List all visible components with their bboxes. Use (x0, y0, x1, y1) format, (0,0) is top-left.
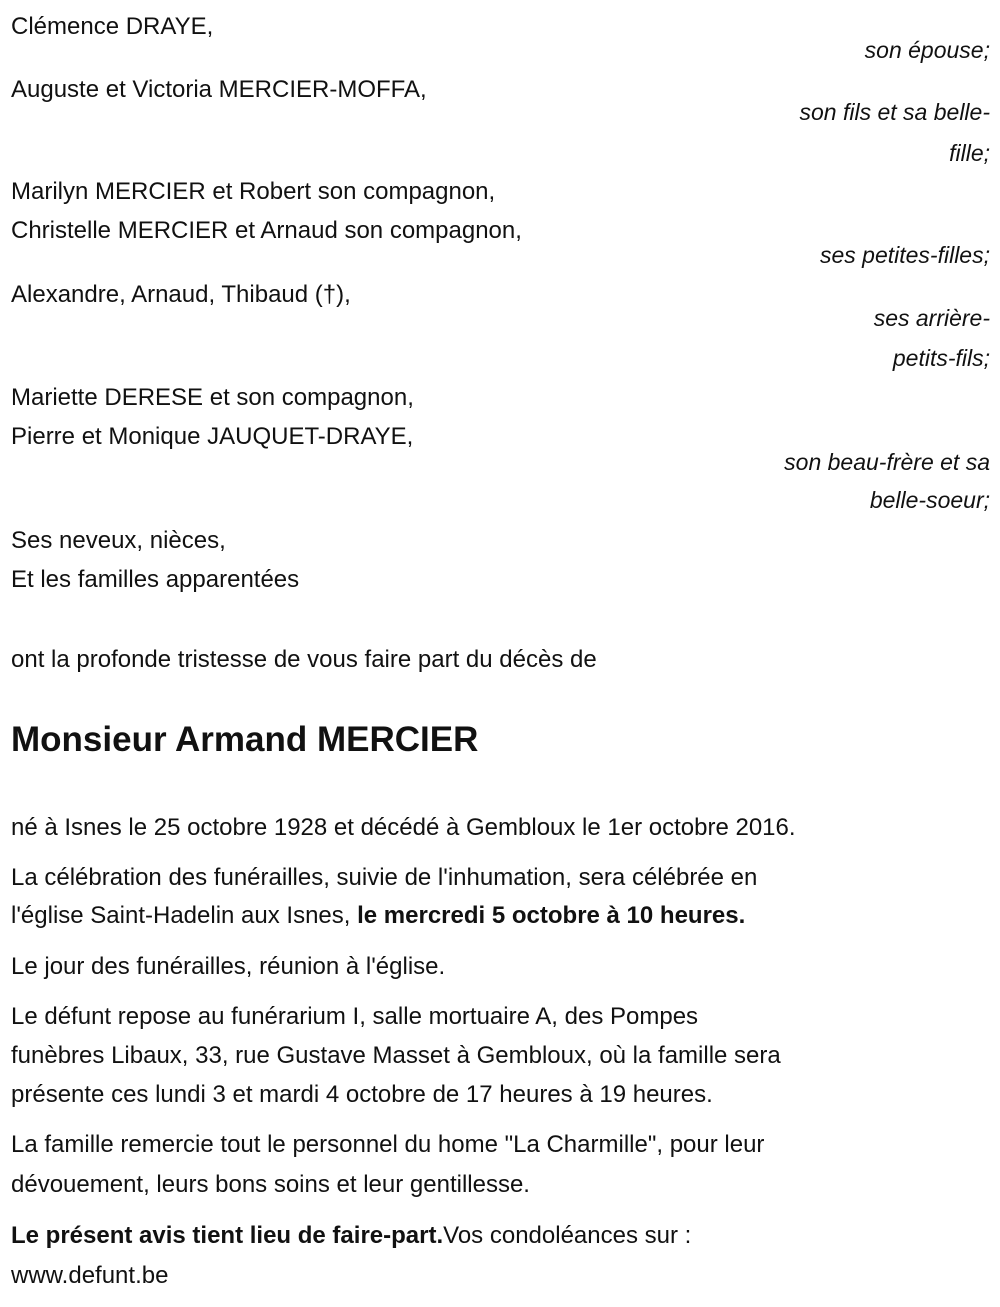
deceased-name: Monsieur Armand MERCIER (11, 720, 479, 759)
website-link[interactable]: www.defunt.be (11, 1262, 169, 1289)
birth-death: né à Isnes le 25 octobre 1928 et décédé à Gembloux le 1er octobre 2016. (11, 814, 796, 841)
ceremony-date: le mercredi 5 octobre à 10 heures. (357, 902, 746, 929)
family-relation: ses arrière- (873, 305, 990, 331)
thanks-line: dévouement, leurs bons soins et leur gentillesse. (11, 1171, 530, 1198)
family-name-line: Pierre et Monique JAUQUET-DRAYE, (11, 423, 414, 450)
family-relation: petits-fils; (892, 345, 990, 371)
family-relation: son beau-frère et sa (784, 449, 990, 475)
family-relation: fille; (949, 140, 990, 166)
ceremony-line: La célébration des funérailles, suivie de l'inhumation, sera célébrée en (11, 864, 758, 891)
repose-line: funèbres Libaux, 33, rue Gustave Masset à Gembloux, où la famille sera (11, 1042, 781, 1069)
family-name-line: Ses neveux, nièces, (11, 527, 226, 554)
footer-notice: Le présent avis tient lieu de faire-part. (11, 1222, 444, 1249)
family-relation: ses petites-filles; (819, 242, 990, 268)
family-name-line: Auguste et Victoria MERCIER-MOFFA, (11, 76, 427, 103)
announcement: ont la profonde tristesse de vous faire part du décès de (11, 646, 597, 673)
family-name-line: Clémence DRAYE, (11, 13, 214, 40)
footer-line (11, 1220, 691, 1252)
family-relation: belle-soeur; (869, 487, 990, 513)
family-name-line: Marilyn MERCIER et Robert son compagnon, (11, 178, 496, 205)
family-name-line: Alexandre, Arnaud, Thibaud (†), (11, 281, 351, 308)
condolences-text: Vos condoléances sur : (443, 1222, 692, 1249)
repose-line: présente ces lundi 3 et mardi 4 octobre de 17 heures à 19 heures. (11, 1081, 713, 1108)
ceremony-place: l'église Saint-Hadelin aux Isnes, (11, 902, 358, 929)
family-relation: son épouse; (864, 37, 990, 63)
family-name-line: Christelle MERCIER et Arnaud son compagnon, (11, 217, 522, 244)
ceremony-line (11, 900, 745, 932)
family-name-line: Et les familles apparentées (11, 566, 300, 593)
family-name-line: Mariette DERESE et son compagnon, (11, 384, 414, 411)
thanks-line: La famille remercie tout le personnel du home "La Charmille", pour leur (11, 1131, 765, 1158)
repose-line: Le défunt repose au funérarium I, salle mortuaire A, des Pompes (11, 1003, 699, 1030)
meeting: Le jour des funérailles, réunion à l'église. (11, 953, 446, 980)
family-relation: son fils et sa belle- (799, 99, 990, 125)
